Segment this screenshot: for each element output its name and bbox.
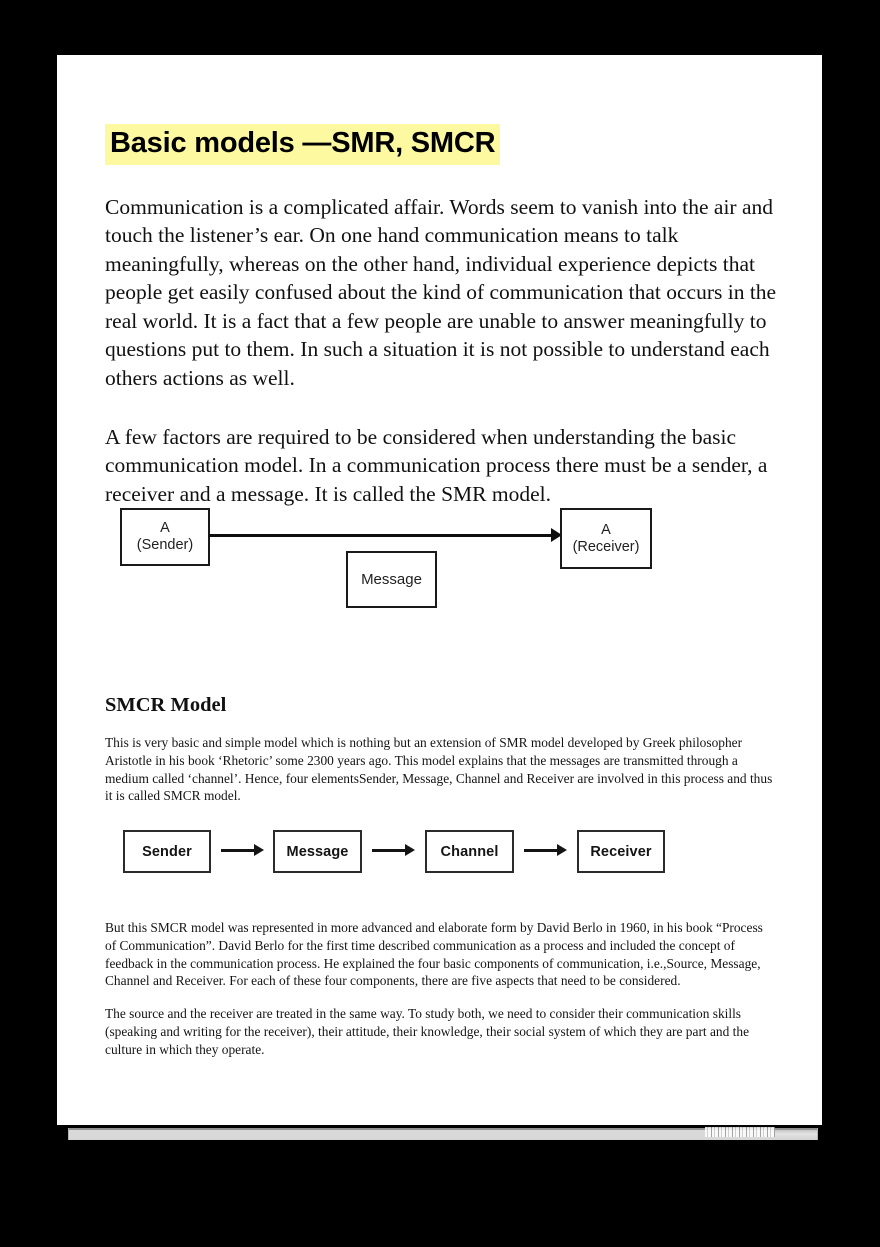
document-page [57,55,822,1125]
smcr-model-diagram [105,825,730,877]
smr-sender-label-line2: (Sender) [136,537,194,553]
smr-receiver-label-line1: A [601,521,611,538]
smcr-box-sender [123,830,211,873]
smcr-arrow-1-shaft [221,849,255,852]
smr-message-box [346,551,437,608]
smcr-arrow-1-head [254,844,264,856]
smr-receiver-label-line2: (Receiver) [572,538,640,555]
paragraph-factors: A few factors are required to be considered when understanding the basic communication model. In a communication process there must be a sender, a receiver and a message. It is called the SMR model. [105,424,768,506]
page-title: Basic models —SMR, SMCR [105,124,500,164]
section-heading-smcr-model: SMCR Model [105,694,227,716]
smcr-arrow-1-icon [221,849,265,852]
smcr-box-receiver [577,830,665,873]
smr-arrow-shaft [209,534,557,537]
smcr-arrow-2-icon [372,849,416,852]
paragraph-berlo: But this SMCR model was represented in more advanced and elaborate form by David Berlo in 1960, in his book “Process of Communication”. David Berlo for the first time described communication as a process and included the concept of feedback in the communication process. He explained the four basic components of communication, i.e.,Source, Message, Channel and Receiver. For each of these four components, there are five aspects that need to be considered. [105,920,763,989]
smcr-arrow-3-head [557,844,567,856]
smcr-box-channel [425,830,514,873]
smr-model-diagram [105,502,725,622]
smcr-box-message-label: Message [286,843,349,860]
paragraph-intro: Communication is a complicated affair. Words seem to vanish into the air and touch the listener’s ear. On one hand communication means to talk meaningfully, whereas on the other hand, individual experience depicts that people get easily confused about the kind of communication that occurs in the real world. It is a fact that a few people are unable to answer meaningfully to questions put to them. In such a situation it is not possible to understand each others actions as well. [105,194,777,390]
smcr-arrow-3-shaft [524,849,558,852]
smr-receiver-box [560,508,652,569]
paragraph-source-receiver: The source and the receiver are treated in the same way. To study both, we need to consider their communication skills (speaking and writing for the receiver), their attitude, their knowledge, their social system of which they are part and the culture in which they operate. [105,1006,750,1057]
smcr-arrow-2-head [405,844,415,856]
smr-sender-box [120,508,210,566]
scrollbar-edge-artifact [705,1127,775,1137]
scrollbar-thumb[interactable] [69,1130,769,1139]
smcr-box-message [273,830,362,873]
smcr-arrow-3-icon [524,849,568,852]
smr-message-label: Message [361,571,422,588]
smcr-arrow-2-shaft [372,849,406,852]
smcr-box-sender-label: Sender [142,843,192,860]
smr-sender-label-line1: A [160,520,170,536]
paragraph-smcr-basic: This is very basic and simple model which is nothing but an extension of SMR model developed by Greek philosopher Aristotle in his book ‘Rhetoric’ some 2300 years ago. This model explains that the messages are transmitted through a medium called ‘channel’. Hence, four elementsSender, Message, Channel and Receiver are involved in this process and thus it is called SMCR model. [105,735,773,804]
smcr-box-channel-label: Channel [440,843,499,860]
smcr-box-receiver-label: Receiver [590,843,652,860]
